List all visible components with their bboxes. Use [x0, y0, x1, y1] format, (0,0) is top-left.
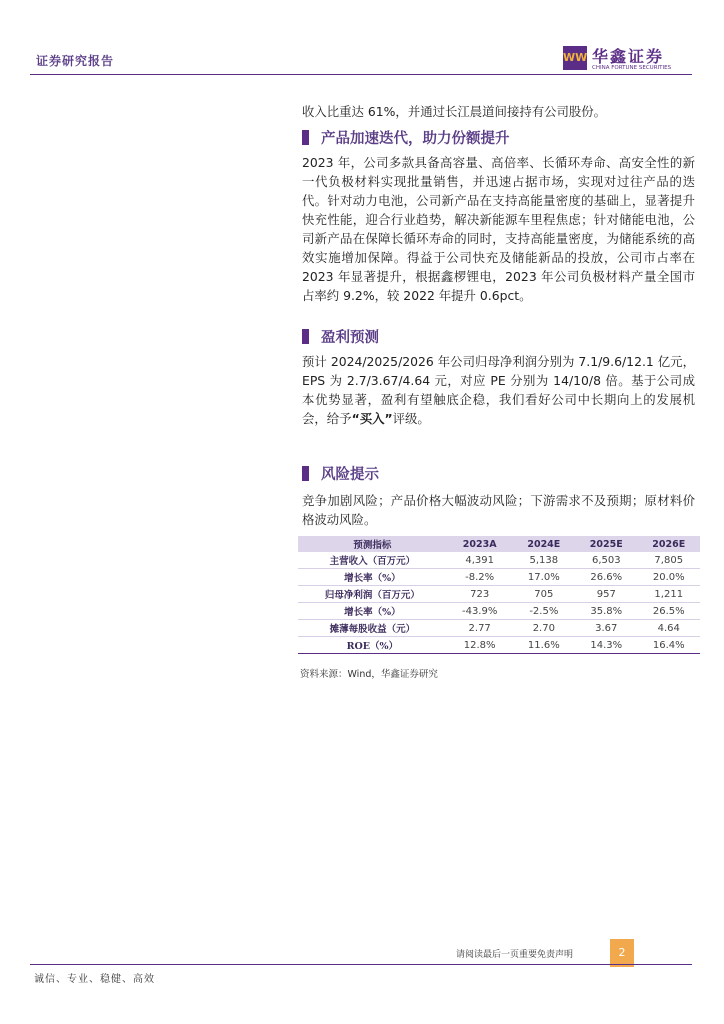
table-cell: 12.8%	[447, 637, 513, 654]
footer-divider	[30, 964, 692, 965]
table-cell: 4.64	[638, 620, 701, 637]
section-heading-forecast: 盈利预测	[302, 326, 379, 348]
table-cell: 3.67	[575, 620, 637, 637]
heading-bar-icon	[302, 466, 309, 481]
heading-bar-icon	[302, 130, 309, 145]
row-label: ROE（%）	[298, 637, 447, 654]
row-label: 增长率（%）	[298, 569, 447, 586]
report-type-label: 证券研究报告	[36, 54, 115, 68]
table-cell: 5,138	[513, 552, 575, 569]
intro-tail-paragraph: 收入比重达 61%，并通过长江晨道间接持有公司股份。	[302, 104, 607, 119]
product-paragraph: 2023 年，公司多款具备高容量、高倍率、长循环寿命、高安全性的新一代负极材料实现批量销售，并迅速占据市场，实现对过往产品的迭代。针对动力电池，公司新产品在支持高能量密度的基础上，显著提升快充性能，迎合行业趋势，解决新能源车里程焦虑；针对储能电池，公司新产品在保障长循环寿命的同时，支持高能量密度，为储能系统的高效实施增加保障。得益于公司快充及储能新品的投放，公司市占率在 2023 年显著提升，根据鑫椤锂电，2023 年公司负极材料产量全国市占率约 9.2%，较 2022 年提升 0.6pct。	[302, 155, 695, 303]
table-cell: 6,503	[575, 552, 637, 569]
risk-paragraph: 竞争加剧风险；产品价格大幅波动风险；下游需求不及预期；原材料价格波动风险。	[302, 493, 695, 527]
row-label: 增长率（%）	[298, 603, 447, 620]
header-divider	[30, 74, 692, 75]
table-cell: 1,211	[638, 586, 701, 603]
table-cell: 26.5%	[638, 603, 701, 620]
table-header: 2026E	[638, 536, 701, 552]
table-row	[298, 620, 700, 637]
table-cell: 11.6%	[513, 637, 575, 654]
table-cell: -8.2%	[447, 569, 513, 586]
company-motto: 诚信、专业、稳健、高效	[34, 974, 155, 985]
table-cell: -43.9%	[447, 603, 513, 620]
table-cell: 2.70	[513, 620, 575, 637]
table-cell: 957	[575, 586, 637, 603]
table-header: 2025E	[575, 536, 637, 552]
logo-text: 华鑫证券	[592, 47, 665, 66]
table-header: 2023A	[447, 536, 513, 552]
table-cell: 705	[513, 586, 575, 603]
table-row	[298, 603, 700, 620]
row-label: 主营收入（百万元）	[298, 552, 447, 569]
table-cell: 17.0%	[513, 569, 575, 586]
forecast-paragraph: 预计 2024/2025/2026 年公司归母净利润分别为 7.1/9.6/12.1 亿元，EPS 为 2.7/3.67/4.64 元，对应 PE 分别为 14/10/8 倍。基于公司成本优势显著，盈利有望触底企稳，我们看好公司中长期向上的发展机会，给予“买入”评级。	[302, 354, 695, 426]
company-logo	[563, 44, 693, 74]
table-header-row	[298, 536, 700, 552]
table-cell: 4,391	[447, 552, 513, 569]
logo-english-text: CHINA FORTUNE SECURITIES	[592, 65, 672, 71]
table-header: 2024E	[513, 536, 575, 552]
heading-bar-icon	[302, 329, 309, 344]
table-cell: 2.77	[447, 620, 513, 637]
logo-mark-icon: WW	[563, 46, 587, 70]
table-row	[298, 586, 700, 603]
table-row	[298, 637, 700, 654]
table-source-note: 资料来源：Wind，华鑫证券研究	[300, 669, 438, 680]
table-cell: 16.4%	[638, 637, 701, 654]
forecast-table	[298, 536, 700, 654]
table-cell: 7,805	[638, 552, 701, 569]
table-header: 预测指标	[298, 536, 447, 552]
section-heading-risk: 风险提示	[302, 463, 379, 485]
table-cell: -2.5%	[513, 603, 575, 620]
row-label: 归母净利润（百万元）	[298, 586, 447, 603]
row-label: 摊薄每股收益（元）	[298, 620, 447, 637]
section-heading-product: 产品加速迭代，助力份额提升	[302, 127, 510, 149]
table-row	[298, 552, 700, 569]
rating-text: “买入”	[351, 411, 393, 426]
disclaimer-note: 请阅读最后一页重要免责声明	[456, 950, 574, 960]
table-cell: 35.8%	[575, 603, 637, 620]
table-row	[298, 569, 700, 586]
table-cell: 723	[447, 586, 513, 603]
page-number: 2	[610, 939, 634, 967]
table-cell: 14.3%	[575, 637, 637, 654]
table-cell: 20.0%	[638, 569, 701, 586]
table-cell: 26.6%	[575, 569, 637, 586]
